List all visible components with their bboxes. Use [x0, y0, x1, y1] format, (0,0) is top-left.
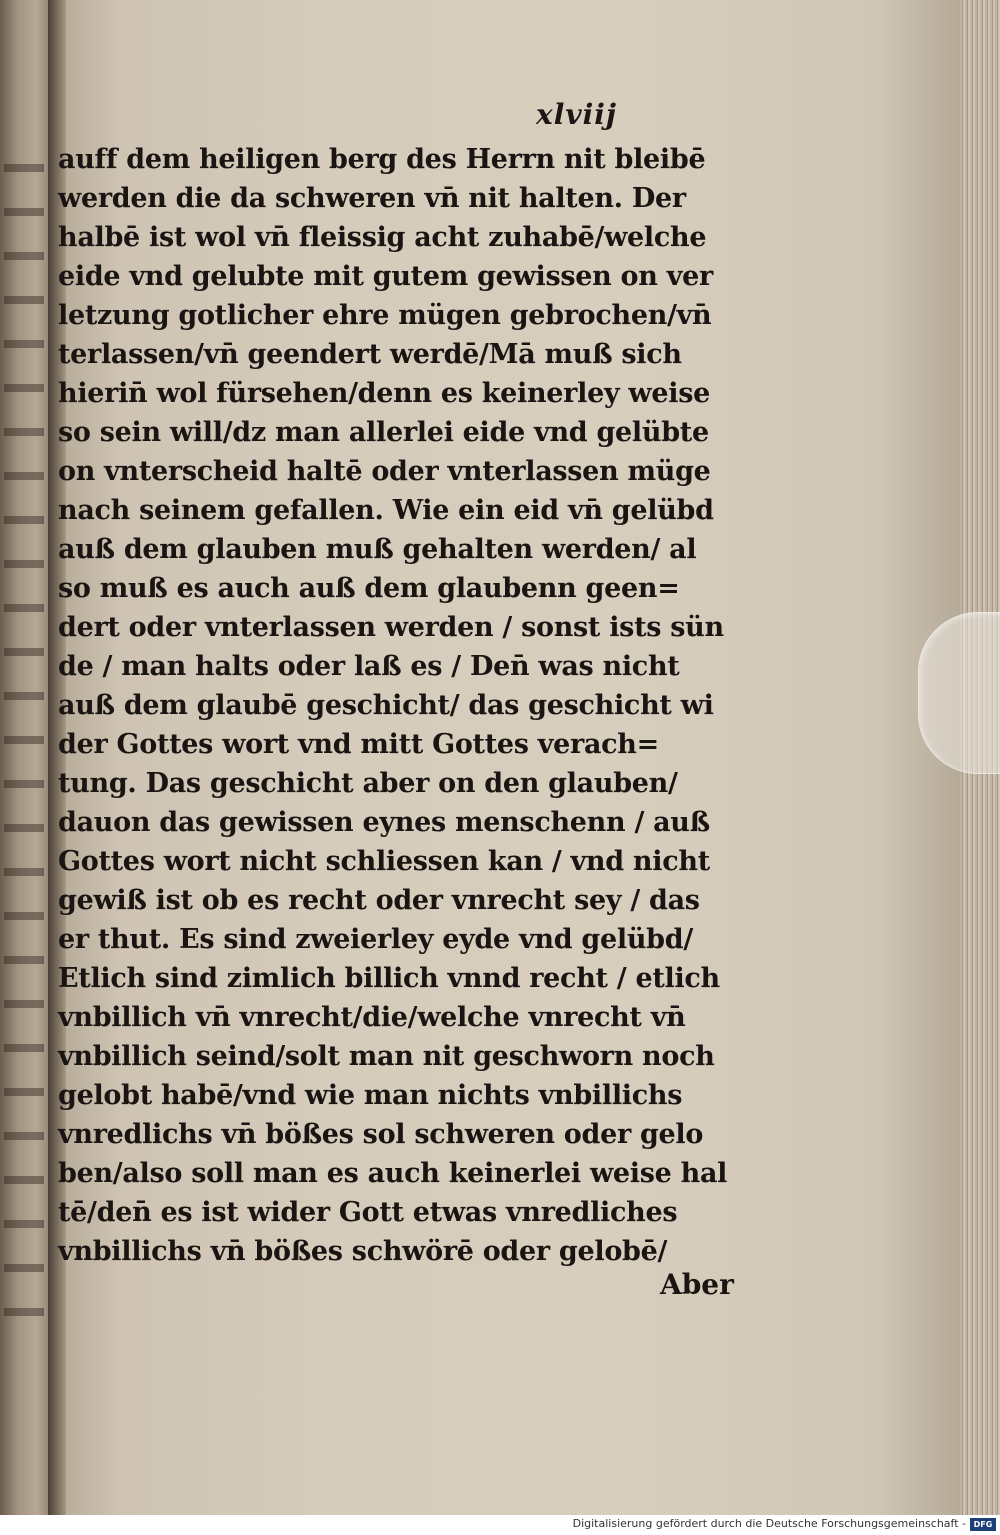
footer-bar	[0, 1515, 1000, 1535]
text-line: terlassen/vn̄ geendert werdē/Mā muß sich	[58, 339, 682, 370]
text-line: auß dem glaubē geschicht/ das geschicht wi	[58, 690, 714, 721]
text-line: so sein will/dz man allerlei eide vnd gelübte	[58, 417, 709, 448]
text-line: auß dem glauben muß gehalten werden/ al	[58, 534, 697, 565]
text-line: gelobt habē/vnd wie man nichts vnbillichs	[58, 1080, 683, 1111]
text-line: auff dem heiligen berg des Herrn nit bleibē	[58, 144, 706, 175]
text-line: dauon das gewissen eynes menschenn / auß	[58, 807, 710, 838]
text-line: Gottes wort nicht schliessen kan / vnd nicht	[58, 846, 710, 877]
text-line: nach seinem gefallen. Wie ein eid vn̄ gelübd	[58, 495, 714, 526]
text-line: gewiß ist ob es recht oder vnrecht sey / das	[58, 885, 700, 916]
text-line: dert oder vnterlassen werden / sonst ists sün	[58, 612, 724, 643]
text-line: vnbillich seind/solt man nit geschworn noch	[58, 1041, 715, 1072]
previous-page-text-fragment	[4, 150, 44, 1350]
dfg-logo-icon: DFG	[970, 1518, 996, 1531]
text-line: ben/also soll man es auch keinerlei weise hal	[58, 1158, 728, 1189]
text-line: vnredlichs vn̄ bößes sol schweren oder gelo	[58, 1119, 704, 1150]
text-line: Etlich sind zimlich billich vnnd recht / etlich	[58, 963, 720, 994]
page-number: xlviij	[536, 98, 618, 131]
text-line: er thut. Es sind zweierley eyde vnd gelübd/	[58, 924, 693, 955]
funding-credit: Digitalisierung gefördert durch die Deutsche Forschungsgemeinschaft -	[572, 1517, 966, 1530]
text-line: tung. Das geschicht aber on den glauben/	[58, 768, 678, 799]
catchword: Aber	[660, 1268, 734, 1301]
body-text	[58, 140, 748, 1271]
text-line: so muß es auch auß dem glaubenn geen=	[58, 573, 680, 604]
text-line: eide vnd gelubte mit gutem gewissen on ver	[58, 261, 713, 292]
previous-page-edge	[0, 0, 52, 1515]
text-line: letzung gotlicher ehre mügen gebrochen/vn̄	[58, 300, 712, 331]
text-line: vnbillich vn̄ vnrecht/die/welche vnrecht vn̄	[58, 1002, 686, 1033]
text-line: hierin̄ wol fürsehen/denn es keinerley weise	[58, 378, 710, 409]
text-line: der Gottes wort vnd mitt Gottes verach=	[58, 729, 659, 760]
text-line: vnbillichs vn̄ bößes schwörē oder gelobē/	[58, 1236, 668, 1267]
plastic-clip-tab	[918, 612, 1000, 774]
text-line: werden die da schweren vn̄ nit halten. Der	[58, 183, 686, 214]
text-line: de / man halts oder laß es / Den̄ was nicht	[58, 651, 680, 682]
text-line: halbē ist wol vn̄ fleissig acht zuhabē/welche	[58, 222, 707, 253]
text-line: tē/den̄ es ist wider Gott etwas vnredliches	[58, 1197, 678, 1228]
text-line: on vnterscheid haltē oder vnterlassen müge	[58, 456, 711, 487]
